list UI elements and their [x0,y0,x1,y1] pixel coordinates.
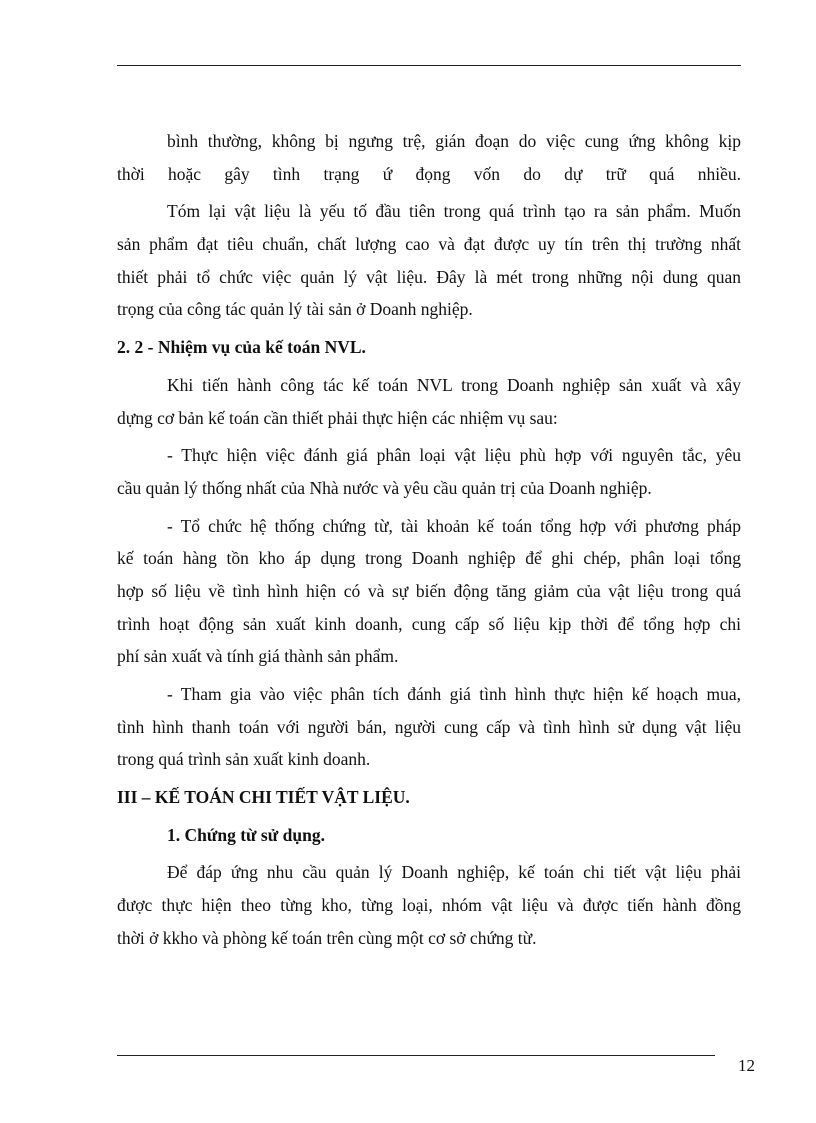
text-line: dựng cơ bản kế toán cần thiết phải thực hiện các nhiệm vụ sau: [117,407,558,428]
page-number: 12 [738,1056,755,1075]
text-line: được thực hiện theo từng kho, từng loại, nhóm vật liệu và được tiến hành đồng [117,895,741,916]
page-body [117,125,741,955]
subsection-heading: 1. Chứng từ sử dụng. [167,824,325,845]
section-heading: 2. 2 - Nhiệm vụ của kế toán NVL. [117,337,366,358]
section-heading: III – KẾ TOÁN CHI TIẾT VẬT LIỆU. [117,787,410,808]
text-line: cầu quản lý thống nhất của Nhà nước và yêu cầu quản trị của Doanh nghiệp. [117,477,652,498]
text-line: - Tham gia vào việc phân tích đánh giá tình hình thực hiện kế hoạch mua, [167,684,741,704]
text-line: Để đáp ứng nhu cầu quản lý Doanh nghiệp, kế toán chi tiết vật liệu phải [167,862,741,883]
text-line: thiết phải tổ chức việc quản lý vật liệu. Đây là mét trong những nội dung quan [117,266,741,287]
text-line: Khi tiến hành công tác kế toán NVL trong Doanh nghiệp sản xuất và xây [167,374,741,395]
text-line: sản phẩm đạt tiêu chuẩn, chất lượng cao và đạt được uy tín trên thị trường nhất [117,234,741,255]
text-line: phí sản xuất và tính giá thành sản phẩm. [117,646,399,667]
footer-rule [117,1055,715,1056]
text-line: - Tổ chức hệ thống chứng từ, tài khoản kế toán tổng hợp với phương pháp [167,515,741,536]
text-line: trọng của công tác quản lý tài sản ở Doanh nghiệp. [117,299,473,320]
header-rule [117,65,741,66]
text-line: thời hoặc gây tình trạng ứ đọng vốn do dự trữ quá nhiều. [117,163,741,184]
text-line: bình thường, không bị ngưng trệ, gián đoạn do việc cung ứng không kịp [167,131,741,151]
text-line: kế toán hàng tồn kho áp dụng trong Doanh nghiệp để ghi chép, phân loại tổng [117,548,741,569]
text-line: trình hoạt động sản xuất kinh doanh, cung cấp số liệu kịp thời để tổng hợp chi [117,613,741,634]
text-line: - Thực hiện việc đánh giá phân loại vật liệu phù hợp với nguyên tắc, yêu [167,445,741,466]
text-line: hợp số liệu về tình hình hiện có và sự biến động tăng giảm của vật liệu trong quá [117,580,741,601]
text-line: trong quá trình sản xuất kinh doanh. [117,749,371,770]
text-line: Tóm lại vật liệu là yếu tố đầu tiên trong quá trình tạo ra sản phẩm. Muốn [167,201,741,222]
text-line: tình hình thanh toán với người bán, người cung cấp và tình hình sử dụng vật liệu [117,716,741,737]
text-line: thời ở kkho và phòng kế toán trên cùng một cơ sở chứng từ. [117,927,537,948]
